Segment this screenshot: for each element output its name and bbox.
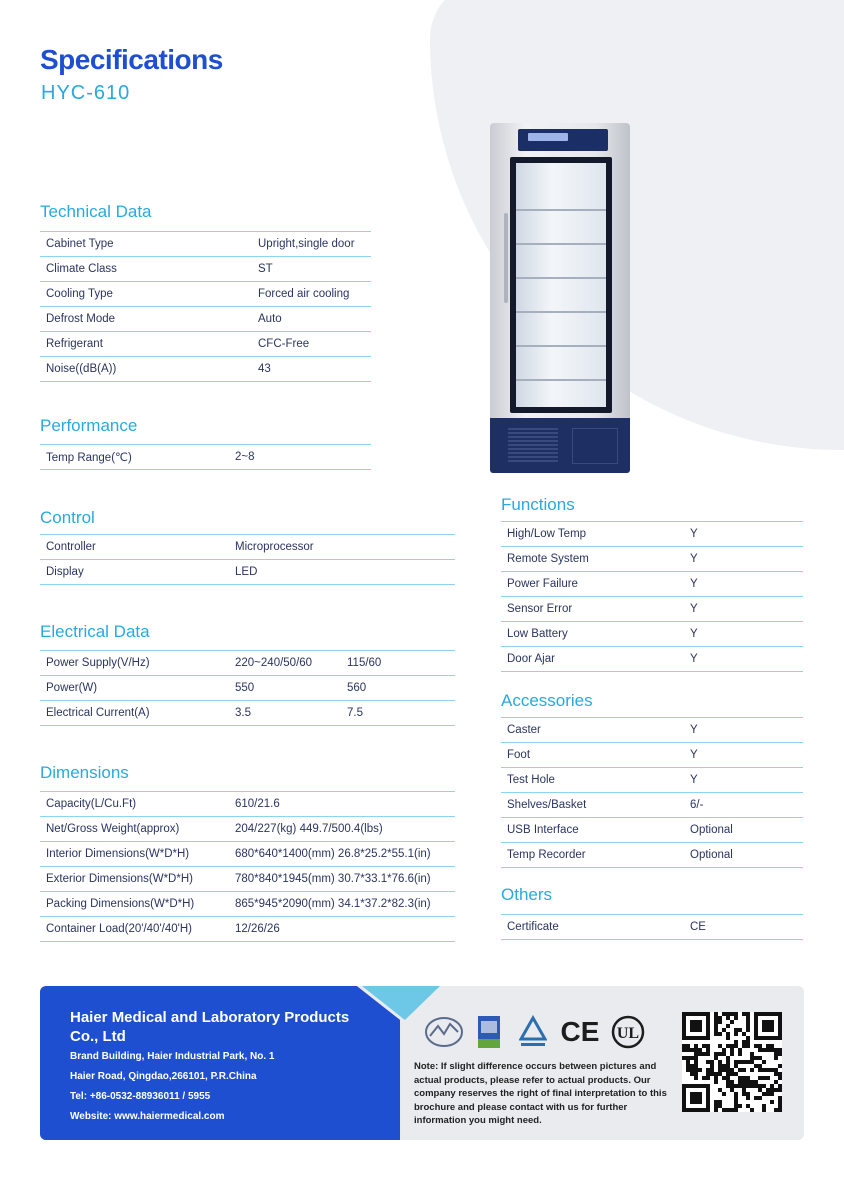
medical-device-cert-icon — [424, 1012, 464, 1052]
table-row — [501, 843, 803, 868]
spec-label: Temp Recorder — [501, 843, 684, 868]
spec-label: Caster — [501, 718, 684, 743]
spec-label: Power Supply(V/Hz) — [40, 651, 229, 676]
spec-value: Y — [684, 743, 803, 768]
spec-label: Capacity(L/Cu.Ft) — [40, 792, 229, 817]
spec-label: Shelves/Basket — [501, 793, 684, 818]
accessories-table — [501, 717, 803, 868]
table-row — [40, 445, 371, 470]
spec-label: Display — [40, 560, 229, 585]
spec-value: Y — [684, 718, 803, 743]
spec-label: Packing Dimensions(W*D*H) — [40, 892, 229, 917]
electrical-table — [40, 650, 455, 726]
spec-label: Climate Class — [40, 257, 252, 282]
table-row — [40, 651, 455, 676]
spec-value: 7.5 — [341, 701, 455, 726]
spec-value: Y — [684, 597, 803, 622]
table-row — [501, 522, 803, 547]
dimensions-table — [40, 791, 455, 942]
table-row — [501, 597, 803, 622]
spec-value: 680*640*1400(mm) 26.8*25.2*55.1(in) — [229, 842, 455, 867]
spec-value: Auto — [252, 307, 371, 332]
spec-label: Defrost Mode — [40, 307, 252, 332]
spec-label: Sensor Error — [501, 597, 684, 622]
spec-label: Foot — [501, 743, 684, 768]
section-title-others: Others — [501, 885, 553, 904]
spec-label: Power Failure — [501, 572, 684, 597]
company-name: Haier Medical and Laboratory Products Co., Ltd — [70, 1009, 350, 1045]
section-title-technical: Technical Data — [40, 202, 152, 221]
technical-table — [40, 231, 371, 382]
spec-label: Certificate — [501, 915, 684, 940]
table-row — [501, 718, 803, 743]
section-title-accessories: Accessories — [501, 691, 593, 710]
spec-label: Cabinet Type — [40, 232, 252, 257]
table-row — [501, 572, 803, 597]
spec-value: 550 — [229, 676, 341, 701]
others-table — [501, 914, 803, 940]
spec-value: 560 — [341, 676, 455, 701]
table-row — [40, 257, 371, 282]
disclaimer-note: Note: If slight difference occurs between pictures and actual products, please refer to actual products. Our company reserves the right of final interpretation to this brochure and please contact with us for further information you might need. — [414, 1061, 667, 1126]
spec-label: Refrigerant — [40, 332, 252, 357]
table-row — [501, 793, 803, 818]
section-title-electrical: Electrical Data — [40, 622, 150, 641]
certification-logos — [418, 1012, 658, 1054]
table-row — [501, 647, 803, 672]
table-row — [501, 743, 803, 768]
table-row — [40, 892, 455, 917]
spec-label: Exterior Dimensions(W*D*H) — [40, 867, 229, 892]
spec-value: CE — [684, 915, 803, 940]
spec-value: 43 — [252, 357, 371, 382]
quality-cert-icon — [476, 1012, 502, 1052]
section-title-control: Control — [40, 508, 95, 527]
spec-label: Low Battery — [501, 622, 684, 647]
spec-label: Electrical Current(A) — [40, 701, 229, 726]
table-row — [40, 817, 455, 842]
spec-value: Y — [684, 572, 803, 597]
section-title-performance: Performance — [40, 416, 138, 435]
table-row — [40, 282, 371, 307]
table-row — [40, 701, 455, 726]
table-row — [40, 867, 455, 892]
tuv-cert-icon — [518, 1012, 548, 1052]
table-row — [40, 332, 371, 357]
spec-value: Upright,single door — [252, 232, 371, 257]
telephone: Tel: +86-0532-88936011 / 5955 — [70, 1091, 211, 1102]
page-title: Specifications — [40, 44, 223, 75]
spec-label: USB Interface — [501, 818, 684, 843]
spec-label: Interior Dimensions(W*D*H) — [40, 842, 229, 867]
spec-value: Optional — [684, 818, 803, 843]
spec-value: Microprocessor — [229, 535, 455, 560]
spec-label: High/Low Temp — [501, 522, 684, 547]
table-row — [40, 842, 455, 867]
spec-value: CFC-Free — [252, 332, 371, 357]
table-row — [40, 357, 371, 382]
table-row — [40, 792, 455, 817]
spec-value: Y — [684, 768, 803, 793]
table-row — [40, 307, 371, 332]
spec-value: Y — [684, 547, 803, 572]
spec-label: Remote System — [501, 547, 684, 572]
spec-value: 610/21.6 — [229, 792, 455, 817]
table-row — [40, 676, 455, 701]
table-row — [40, 560, 455, 585]
table-row — [501, 915, 803, 940]
spec-value: 12/26/26 — [229, 917, 455, 942]
website-link[interactable]: Website: www.haiermedical.com — [70, 1111, 225, 1122]
spec-value: Forced air cooling — [252, 282, 371, 307]
section-title-functions: Functions — [501, 495, 575, 514]
spec-value: 220~240/50/60 — [229, 651, 341, 676]
qr-code-icon[interactable] — [682, 1012, 782, 1112]
spec-label: Container Load(20'/40'/40'H) — [40, 917, 229, 942]
functions-table — [501, 521, 803, 672]
spec-label: Net/Gross Weight(approx) — [40, 817, 229, 842]
spec-value: Optional — [684, 843, 803, 868]
spec-label: Noise((dB(A)) — [40, 357, 252, 382]
table-row — [501, 818, 803, 843]
spec-value: ST — [252, 257, 371, 282]
table-row — [501, 547, 803, 572]
spec-label: Cooling Type — [40, 282, 252, 307]
spec-value: Y — [684, 622, 803, 647]
performance-table — [40, 444, 371, 470]
control-table — [40, 534, 455, 585]
svg-text:UL: UL — [616, 1025, 640, 1042]
table-row — [40, 917, 455, 942]
spec-value: Y — [684, 647, 803, 672]
spec-value: 2~8 — [229, 445, 371, 470]
spec-label: Controller — [40, 535, 229, 560]
spec-value: 865*945*2090(mm) 34.1*37.2*82.3(in) — [229, 892, 455, 917]
spec-value: 204/227(kg) 449.7/500.4(lbs) — [229, 817, 455, 842]
spec-label: Door Ajar — [501, 647, 684, 672]
spec-value: LED — [229, 560, 455, 585]
spec-value: 780*840*1945(mm) 30.7*33.1*76.6(in) — [229, 867, 455, 892]
table-row — [40, 232, 371, 257]
ul-cert-icon — [610, 1012, 646, 1052]
model-name: HYC-610 — [41, 82, 131, 104]
spec-label: Power(W) — [40, 676, 229, 701]
section-title-dimensions: Dimensions — [40, 763, 129, 782]
table-row — [501, 622, 803, 647]
address-line-1: Brand Building, Haier Industrial Park, No. 1 — [70, 1051, 275, 1062]
table-row — [501, 768, 803, 793]
spec-value: 6/- — [684, 793, 803, 818]
spec-label: Test Hole — [501, 768, 684, 793]
address-line-2: Haier Road, Qingdao,266101, P.R.China — [70, 1071, 257, 1082]
ce-mark-icon: CE — [560, 1016, 600, 1047]
table-row — [40, 535, 455, 560]
spec-label: Temp Range(℃) — [40, 445, 229, 470]
spec-value: 115/60 — [341, 651, 455, 676]
spec-value: Y — [684, 522, 803, 547]
spec-value: 3.5 — [229, 701, 341, 726]
